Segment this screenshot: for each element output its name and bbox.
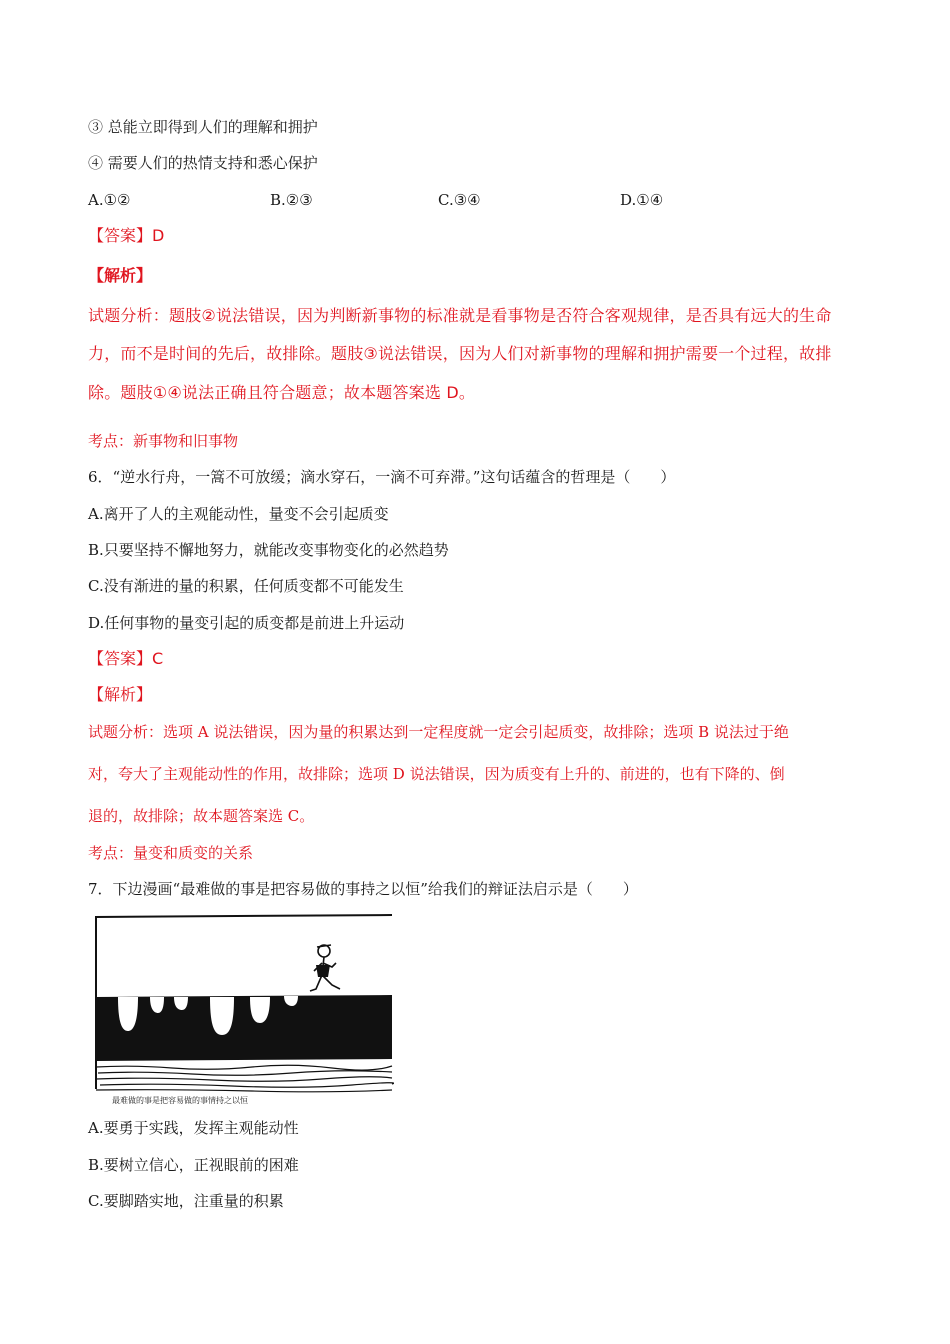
q5-option-d: D.①④ <box>620 191 664 209</box>
q5-option-c: C.③④ <box>438 191 481 209</box>
q6-analysis-line-2: 对，夸大了主观能动性的作用，故排除；选项 D 说法错误，因为质变有上升的、前进的，也有下降的、倒 <box>88 765 785 783</box>
q6-answer: 【答案】C <box>88 649 164 668</box>
cartoon-image <box>92 913 394 1108</box>
q5-analysis-line-3: 除。题肢①④说法正确且符合题意；故本题答案选 D。 <box>88 383 476 402</box>
q5-kaodian: 考点：新事物和旧事物 <box>88 432 239 450</box>
q5-analysis-title: 【解析】 <box>88 266 153 285</box>
q5-answer: 【答案】D <box>88 226 165 245</box>
statement-3: ③ 总能立即得到人们的理解和拥护 <box>88 118 318 136</box>
q5-option-b: B.②③ <box>270 191 313 209</box>
cartoon-caption: 最难做的事是把容易做的事情持之以恒 <box>112 1096 248 1105</box>
q5-option-a: A.①② <box>88 191 131 209</box>
q6-option-a: A.离开了人的主观能动性，量变不会引起质变 <box>88 505 389 523</box>
q6-analysis-line-3: 退的，故排除；故本题答案选 C。 <box>88 807 315 825</box>
q5-analysis-line-1: 试题分析：题肢②说法错误，因为判断新事物的标准就是看事物是否符合客观规律，是否具有远大的生命 <box>88 306 832 325</box>
statement-4: ④ 需要人们的热情支持和悉心保护 <box>88 154 318 172</box>
q7-question: 7．下边漫画“最难做的事是把容易做的事持之以恒”给我们的辩证法启示是（ ） <box>88 880 638 898</box>
q5-analysis-line-2: 力，而不是时间的先后，故排除。题肢③说法错误，因为人们对新事物的理解和拥护需要一个过程，故排 <box>88 344 832 363</box>
q6-kaodian: 考点：量变和质变的关系 <box>88 844 254 862</box>
q7-option-b: B.要树立信心，正视眼前的困难 <box>88 1156 299 1174</box>
q6-analysis-line-1: 试题分析：选项 A 说法错误，因为量的积累达到一定程度就一定会引起质变，故排除；选项 B 说法过于绝 <box>88 723 789 741</box>
q6-option-b: B.只要坚持不懈地努力，就能改变事物变化的必然趋势 <box>88 541 449 559</box>
q6-option-c: C.没有渐进的量的积累，任何质变都不可能发生 <box>88 577 404 595</box>
q7-option-a: A.要勇于实践，发挥主观能动性 <box>88 1119 299 1137</box>
q7-option-c: C.要脚踏实地，注重量的积累 <box>88 1192 284 1210</box>
q6-option-d: D.任何事物的量变引起的质变都是前进上升运动 <box>88 614 405 632</box>
q6-question: 6．“逆水行舟，一篙不可放缓；滴水穿石，一滴不可弃滞。”这句话蕴含的哲理是（ ） <box>88 468 676 486</box>
q6-analysis-title: 【解析】 <box>88 685 153 704</box>
